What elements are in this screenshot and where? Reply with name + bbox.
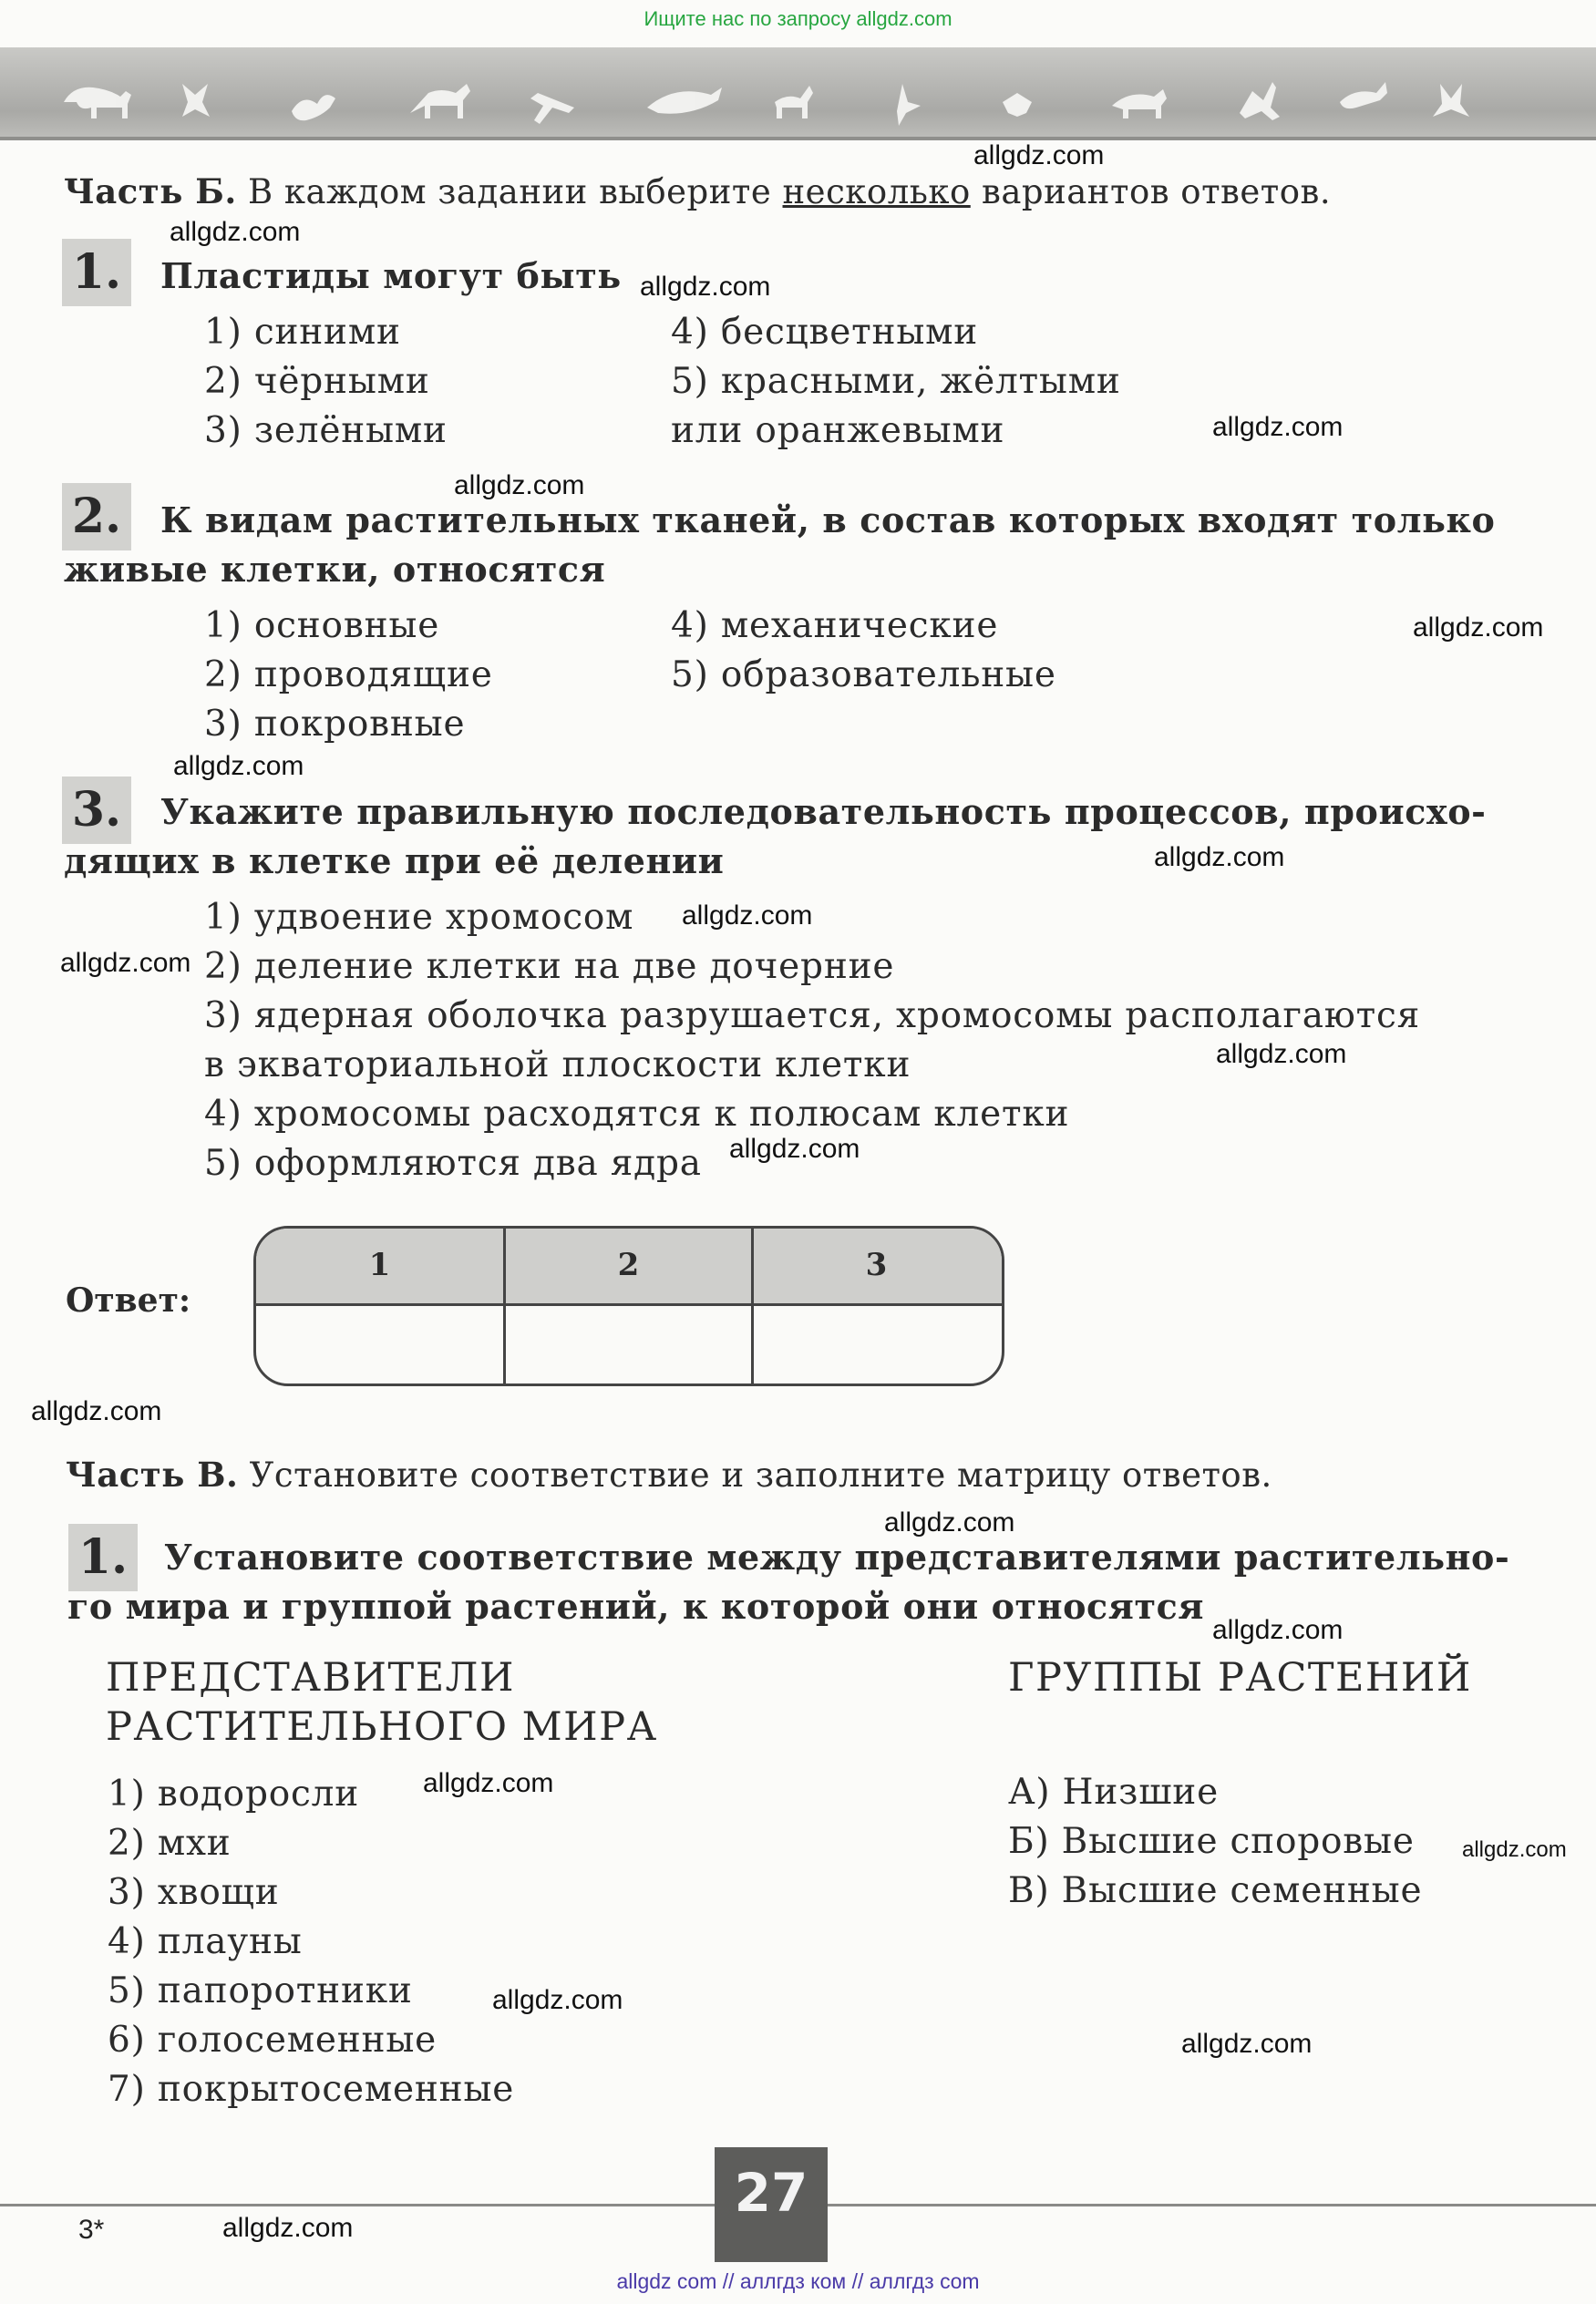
footer-note: allgdz com // аллгдз ком // аллгдз com <box>616 2269 980 2293</box>
part-v-text: Установите соответствие и заполните матрицу ответов. <box>249 1455 1272 1495</box>
question-b2-text-1: К видам растительных тканей, в состав которых входят только <box>160 499 1496 540</box>
watermark: allgdz.com <box>729 1134 860 1164</box>
answer-header-1: 1 <box>368 1247 391 1283</box>
option-b3-5: 5) оформляются два ядра <box>204 1143 702 1184</box>
question-number-b2: 2. <box>62 483 131 550</box>
left-header-2: РАСТИТЕЛЬНОГО МИРА <box>106 1704 658 1750</box>
option-b3-4: 4) хромосомы расходятся к полюсам клетки <box>204 1094 1070 1135</box>
representative-3: 3) хвощи <box>108 1872 280 1913</box>
part-b-label: Часть Б. <box>64 171 237 211</box>
part-v-label: Часть В. <box>66 1455 239 1495</box>
option-b2-1: 1) основные <box>204 605 440 646</box>
question-number-b1: 1. <box>62 239 131 306</box>
top-note: Ищите нас по запросу allgdz.com <box>644 7 952 30</box>
representative-7: 7) покрытосеменные <box>108 2069 515 2110</box>
animal-silhouettes-icon <box>0 47 1596 139</box>
option-b3-1: 1) удвоение хромосом <box>204 897 634 938</box>
watermark: allgdz.com <box>31 1396 162 1426</box>
part-b-title <box>64 171 1331 211</box>
option-b1-1: 1) синими <box>204 312 401 353</box>
representative-1: 1) водоросли <box>108 1774 360 1815</box>
part-v-title <box>66 1455 1272 1495</box>
watermark: allgdz.com <box>1212 1615 1344 1645</box>
signature-mark: 3* <box>78 2215 105 2245</box>
watermark: allgdz.com <box>492 1985 623 2015</box>
option-b3-3: 3) ядерная оболочка разрушается, хромосомы располагаются <box>204 995 1421 1036</box>
question-number-v1: 1. <box>68 1524 138 1591</box>
watermark: allgdz.com <box>454 470 585 500</box>
question-number-b3: 3. <box>62 777 131 844</box>
watermark: allgdz.com <box>682 900 813 931</box>
watermark: allgdz.com <box>222 2213 354 2243</box>
watermark: allgdz.com <box>973 140 1105 170</box>
question-b2-text-2: живые клетки, относятся <box>64 549 606 590</box>
representative-4: 4) плауны <box>108 1921 303 1962</box>
answer-grid <box>253 1226 1004 1386</box>
left-header-1: ПРЕДСТАВИТЕЛИ <box>106 1655 515 1701</box>
option-b1-4: 4) бесцветными <box>671 312 979 353</box>
watermark: allgdz.com <box>1462 1837 1567 1862</box>
option-b2-5: 5) образовательные <box>671 654 1056 695</box>
watermark: allgdz.com <box>423 1768 554 1798</box>
option-b1-2: 2) чёрными <box>204 361 430 402</box>
question-b1-text: Пластиды могут быть <box>160 255 622 296</box>
watermark: allgdz.com <box>1181 2029 1313 2059</box>
group-v: В) Высшие семенные <box>1008 1870 1423 1911</box>
group-b: Б) Высшие споровые <box>1008 1821 1415 1862</box>
part-b-text-2: вариантов ответов. <box>982 172 1332 211</box>
representative-5: 5) папоротники <box>108 1970 413 2011</box>
option-b2-2: 2) проводящие <box>204 654 493 695</box>
page-number: 27 <box>715 2147 828 2262</box>
question-b3-text-2: дящих в клетке при её делении <box>64 840 725 881</box>
option-b1-5: 5) красными, жёлтыми <box>671 361 1121 402</box>
representative-2: 2) мхи <box>108 1823 232 1864</box>
watermark: allgdz.com <box>60 948 191 978</box>
option-b3-2: 2) деление клетки на две дочерние <box>204 946 895 987</box>
watermark: allgdz.com <box>1216 1039 1347 1069</box>
answer-label: Ответ: <box>66 1281 191 1320</box>
part-b-text-1: В каждом задании выберите <box>247 172 772 211</box>
watermark: allgdz.com <box>173 751 304 781</box>
option-b2-3: 3) покровные <box>204 704 466 745</box>
answer-cell-2[interactable] <box>506 1306 751 1383</box>
representative-6: 6) голосеменные <box>108 2020 438 2061</box>
watermark: allgdz.com <box>1154 842 1285 872</box>
question-b3-text-1: Укажите правильную последовательность процессов, происхо- <box>160 791 1487 832</box>
watermark: allgdz.com <box>1413 612 1544 643</box>
question-v1-text-1: Установите соответствие между представителями растительно- <box>164 1537 1510 1578</box>
watermark: allgdz.com <box>640 272 771 302</box>
option-b3-3-cont: в экваториальной плоскости клетки <box>204 1044 911 1085</box>
answer-cell-1[interactable] <box>256 1306 503 1383</box>
answer-header-3: 3 <box>865 1247 888 1283</box>
option-b2-4: 4) механические <box>671 605 999 646</box>
answer-header-2: 2 <box>617 1247 640 1283</box>
right-header: ГРУППЫ РАСТЕНИЙ <box>1008 1655 1472 1701</box>
part-b-underlined: несколько <box>782 172 971 211</box>
watermark: allgdz.com <box>170 217 301 247</box>
option-b1-3: 3) зелёными <box>204 410 448 451</box>
watermark: allgdz.com <box>884 1507 1015 1538</box>
question-v1-text-2: го мира и группой растений, к которой они относятся <box>67 1586 1205 1627</box>
group-a: А) Низшие <box>1008 1772 1219 1813</box>
option-b1-5-cont: или оранжевыми <box>671 410 1005 451</box>
answer-cell-3[interactable] <box>754 1306 999 1383</box>
watermark: allgdz.com <box>1212 412 1344 442</box>
